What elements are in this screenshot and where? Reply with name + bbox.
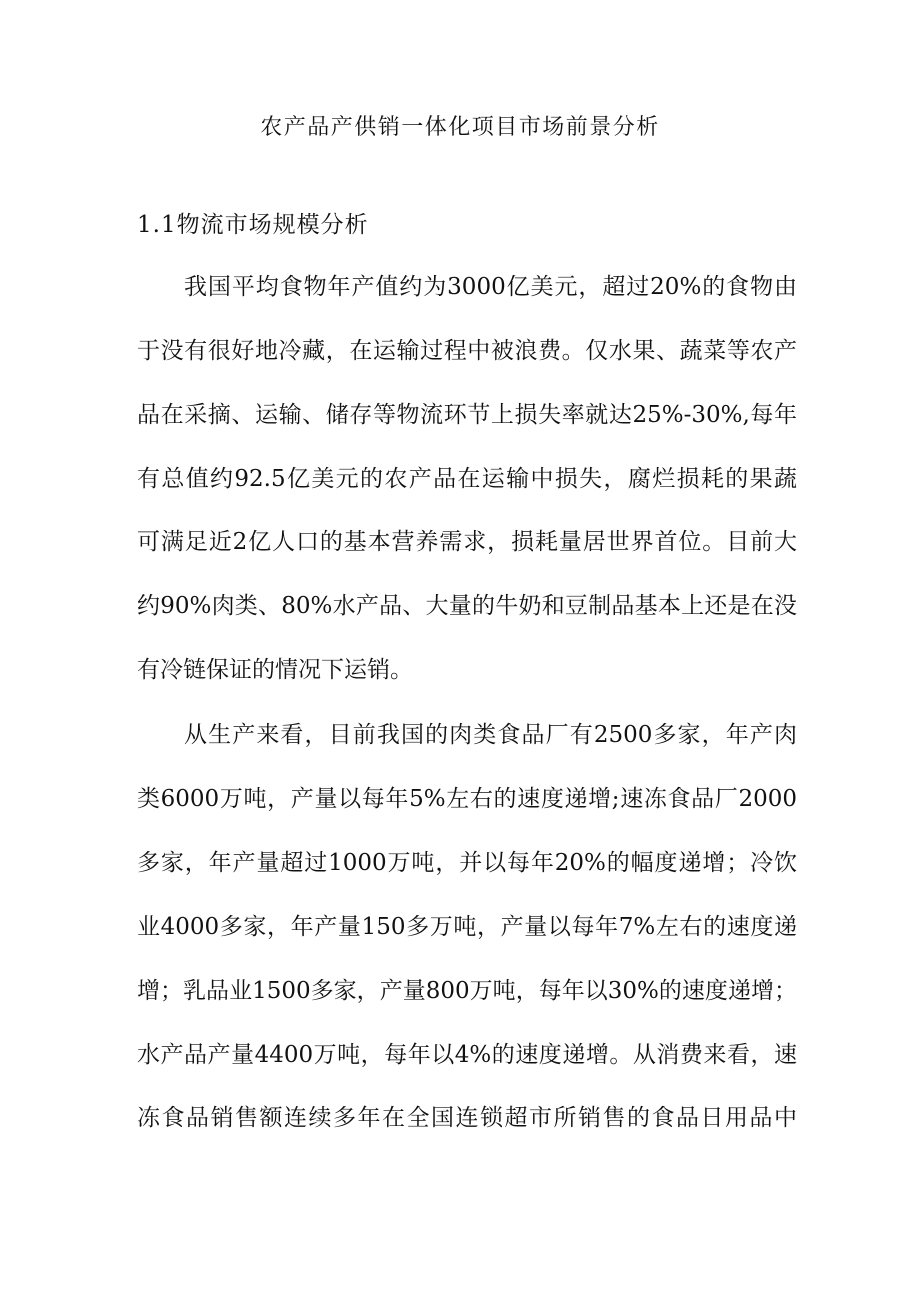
paragraph-1-line-3: 品在采摘、运输、储存等物流环节上损失率就达25%-30%,每年 xyxy=(137,402,797,428)
paragraph-2-line-6: 水产品产量4400万吨，每年以4%的速度递增。从消费来看，速 xyxy=(137,1042,797,1068)
paragraph-1-line-7: 有冷链保证的情况下运销。 xyxy=(137,657,413,683)
section-heading: 1.1物流市场规模分析 xyxy=(137,212,369,238)
paragraph-2-line-2: 类6000万吨，产量以每年5%左右的速度递增;速冻食品厂2000 xyxy=(137,786,797,812)
paragraph-2-line-3: 多家，年产量超过1000万吨，并以每年20%的幅度递增；冷饮 xyxy=(137,850,797,876)
paragraph-2-line-7: 冻食品销售额连续多年在全国连锁超市所销售的食品日用品中 xyxy=(137,1105,797,1131)
paragraph-1-line-6: 约90%肉类、80%水产品、大量的牛奶和豆制品基本上还是在没 xyxy=(137,593,797,619)
paragraph-1-line-1: 我国平均食物年产值约为3000亿美元，超过20%的食物由 xyxy=(184,274,797,300)
paragraph-2-line-4: 业4000多家，年产量150多万吨，产量以每年7%左右的速度递 xyxy=(137,914,797,940)
paragraph-2-line-5: 增；乳品业1500多家，产量800万吨，每年以30%的速度递增； xyxy=(137,978,797,1004)
paragraph-1-line-2: 于没有很好地冷藏，在运输过程中被浪费。仅水果、蔬菜等农产 xyxy=(137,338,797,364)
paragraph-1-line-5: 可满足近2亿人口的基本营养需求，损耗量居世界首位。目前大 xyxy=(137,529,797,555)
paragraph-1-line-4: 有总值约92.5亿美元的农产品在运输中损失，腐烂损耗的果蔬 xyxy=(137,466,797,492)
paragraph-2-line-1: 从生产来看，目前我国的肉类食品厂有2500多家，年产肉 xyxy=(184,722,797,748)
document-title: 农产品产供销一体化项目市场前景分析 xyxy=(260,115,660,140)
